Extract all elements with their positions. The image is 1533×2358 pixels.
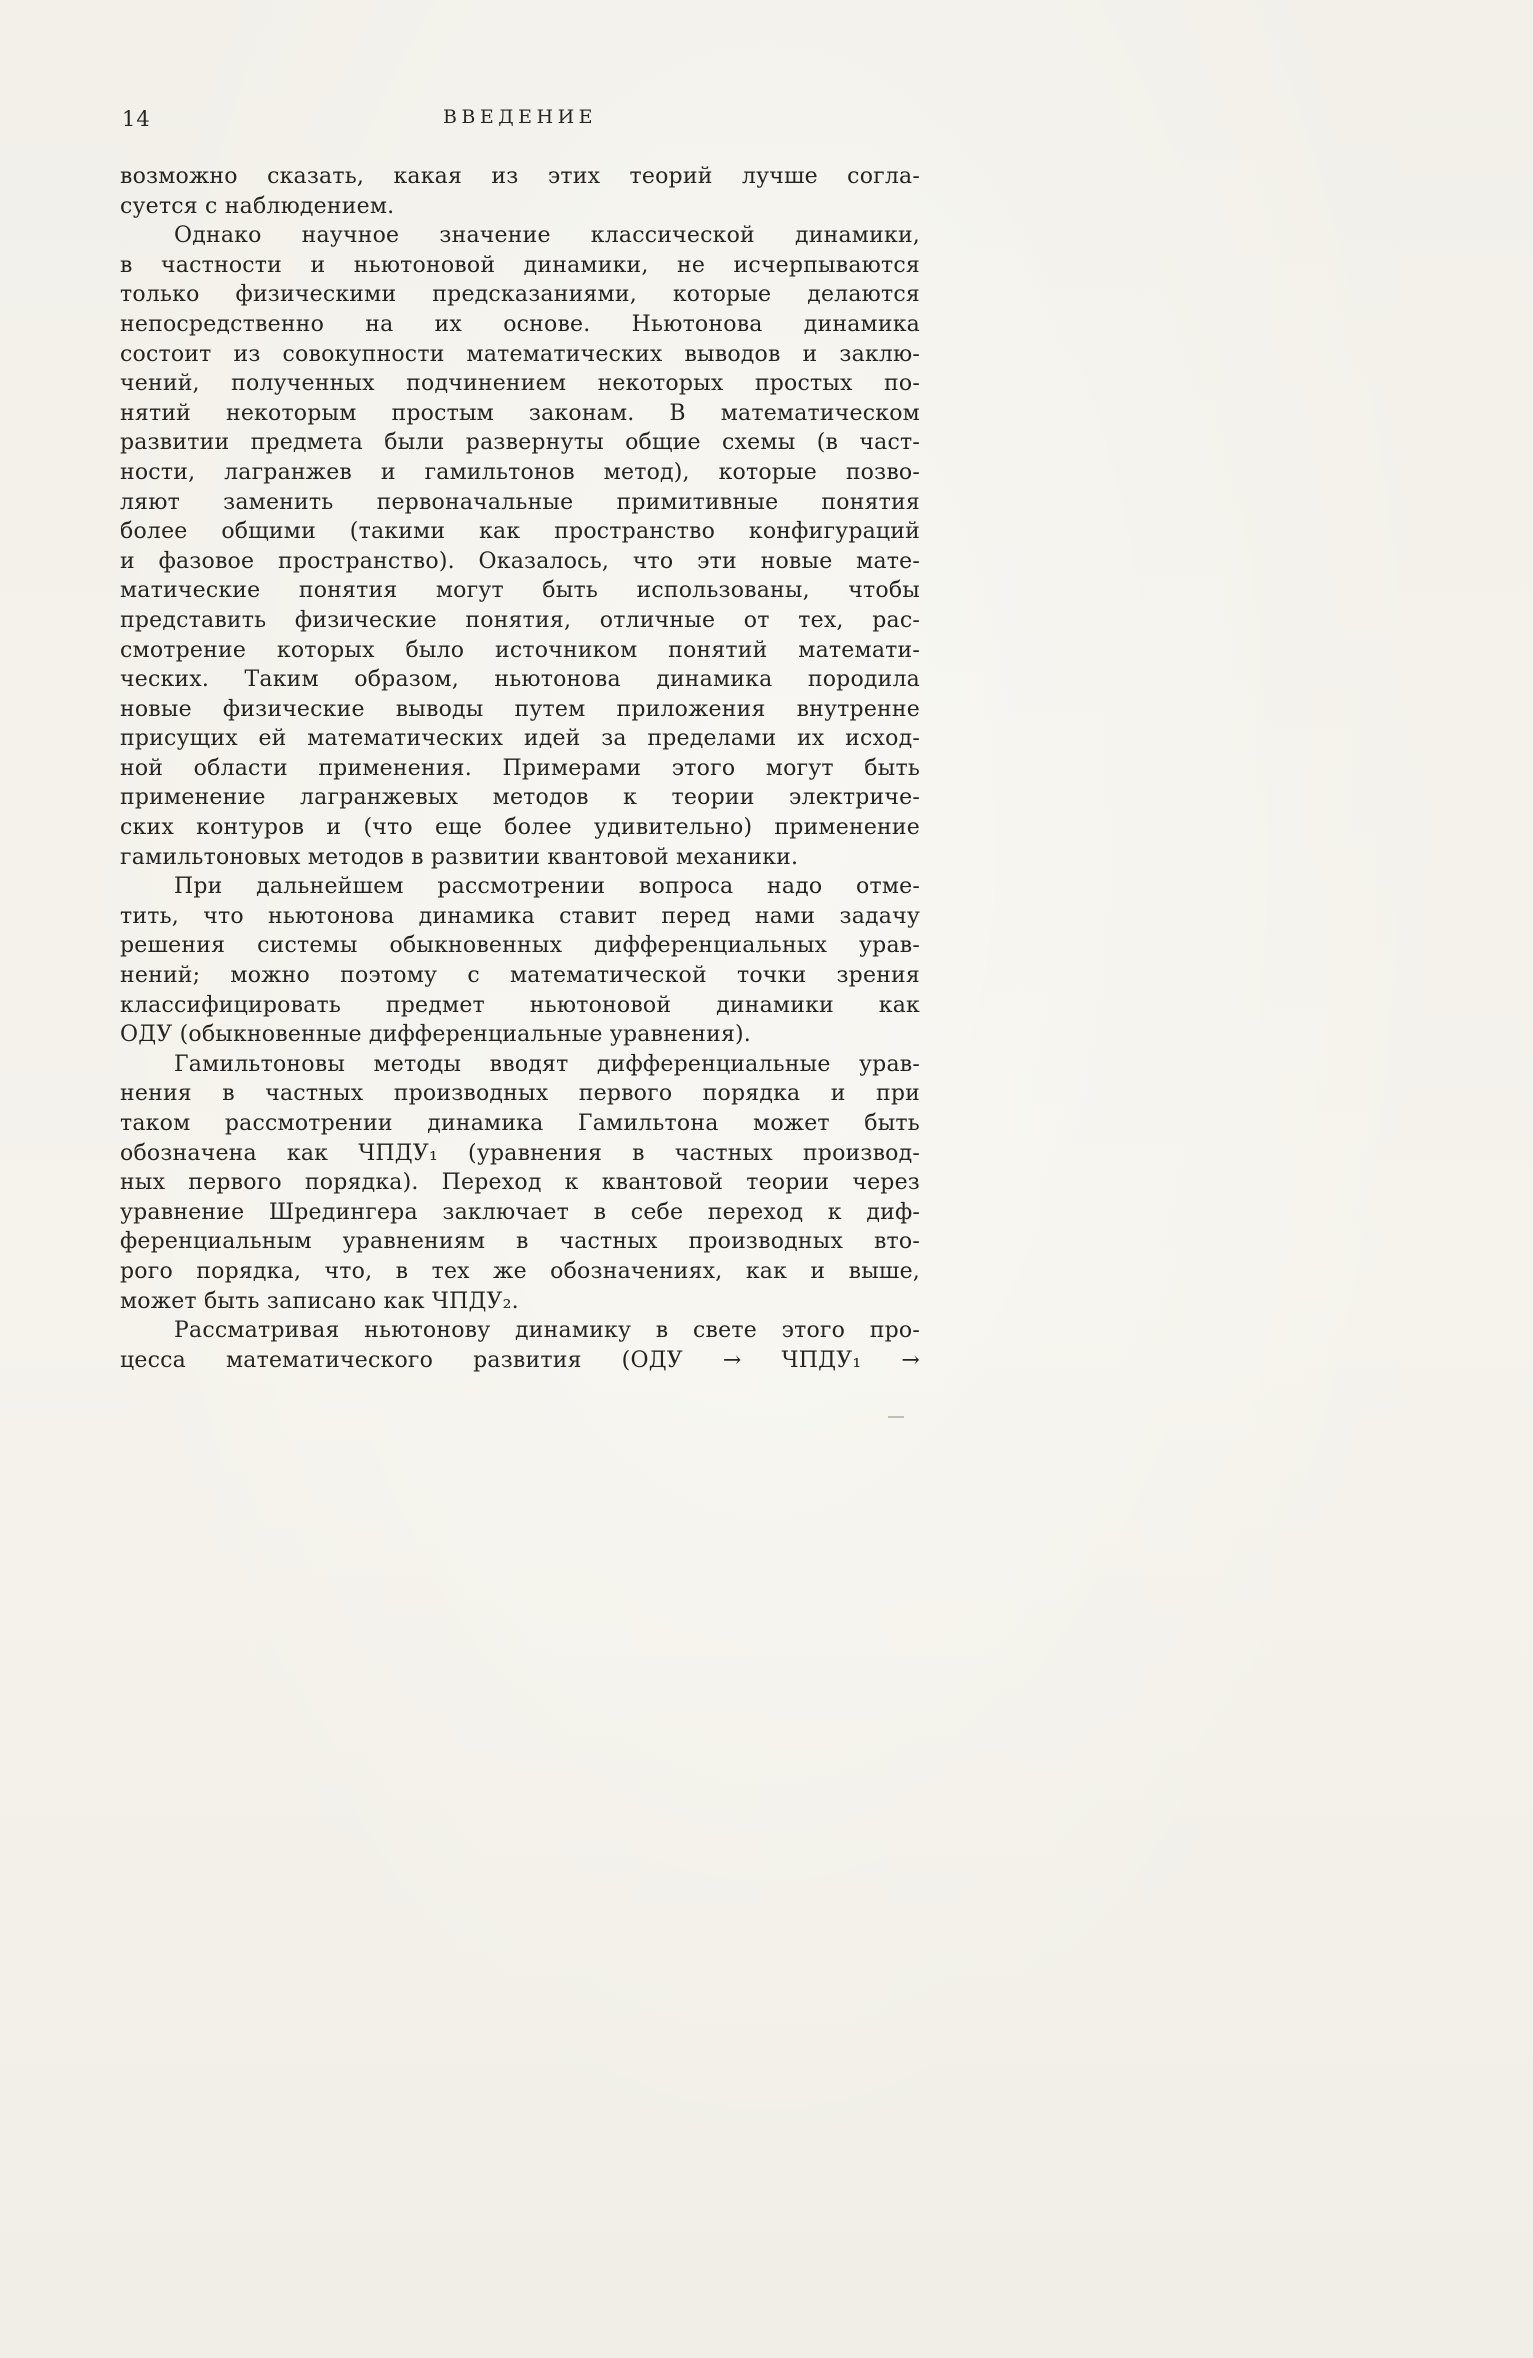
text-line: в частности и ньютоновой динамики, не исчерпываются <box>120 252 920 278</box>
text-line: Гамильтоновы методы вводят дифференциальные урав- <box>174 1051 920 1077</box>
text-line: ференциальным уравнениям в частных производных вто- <box>120 1229 920 1255</box>
text-line: обозначена как ЧПДУ₁ (уравнения в частных производ- <box>120 1140 920 1166</box>
text-line: ной области применения. Примерами этого могут быть <box>120 755 920 781</box>
text-line: гамильтоновых методов в развитии квантовой механики. <box>120 844 799 870</box>
paragraph <box>120 221 920 872</box>
text-line: суется с наблюдением. <box>120 193 395 219</box>
text-line: ческих. Таким образом, ньютонова динамика породила <box>120 667 920 693</box>
text-line: новые физические выводы путем приложения внутренне <box>120 696 920 722</box>
text-line: Однако научное значение классической динамики, <box>174 223 920 249</box>
paragraph <box>120 872 920 1050</box>
text-line: применение лагранжевых методов к теории электриче- <box>120 785 920 811</box>
scan-artifact-mark <box>888 1416 904 1418</box>
text-line: решения системы обыкновенных дифференциальных урав- <box>120 933 920 959</box>
text-line: нения в частных производных первого порядка и при <box>120 1081 920 1107</box>
text-line: только физическими предсказаниями, которые делаются <box>120 282 920 308</box>
paragraph <box>120 1316 920 1375</box>
text-line: ОДУ (обыкновенные дифференциальные уравнения). <box>120 1022 752 1048</box>
text-line: непосредственно на их основе. Ньютонова динамика <box>120 311 920 337</box>
paragraph <box>120 162 920 221</box>
text-line: может быть записано как ЧПДУ₂. <box>120 1288 519 1314</box>
text-line: ности, лагранжев и гамильтонов метод), которые позво- <box>120 459 920 485</box>
text-line: ных первого порядка). Переход к квантовой теории через <box>120 1170 920 1196</box>
paragraph <box>120 1050 920 1316</box>
text-column <box>120 106 920 1375</box>
text-line: рого порядка, что, в тех же обозначениях, как и выше, <box>120 1258 920 1284</box>
running-header: ВВЕДЕНИЕ <box>442 106 598 128</box>
text-line: При дальнейшем рассмотрении вопроса надо отме- <box>174 874 920 900</box>
text-line: смотрение которых было источником понятий математи- <box>120 637 920 663</box>
text-line: более общими (такими как пространство конфигураций <box>120 519 920 545</box>
text-line: ляют заменить первоначальные примитивные понятия <box>120 489 920 515</box>
text-line: представить физические понятия, отличные от тех, рас- <box>120 607 920 633</box>
text-line: состоит из совокупности математических выводов и заклю- <box>120 341 920 367</box>
text-line: развитии предмета были развернуты общие схемы (в част- <box>120 430 920 456</box>
text-line: матические понятия могут быть использованы, чтобы <box>120 578 920 604</box>
text-line: уравнение Шредингера заключает в себе переход к диф- <box>120 1199 920 1225</box>
text-line: цесса математического развития (ОДУ → ЧПДУ₁ → <box>120 1347 920 1373</box>
text-line: нений; можно поэтому с математической точки зрения <box>120 963 920 989</box>
text-line: чений, полученных подчинением некоторых простых по- <box>120 371 920 397</box>
text-line: Рассматривая ньютонову динамику в свете этого про- <box>174 1318 920 1344</box>
text-line: таком рассмотрении динамика Гамильтона может быть <box>120 1111 920 1136</box>
text-line: и фазовое пространство). Оказалось, что эти новые мате- <box>120 548 920 574</box>
text-line: тить, что ньютонова динамика ставит перед нами задачу <box>120 903 920 929</box>
text-line: ских контуров и (что еще более удивительно) применение <box>120 815 920 841</box>
page-number: 14 <box>122 107 151 131</box>
text-line: нятий некоторым простым законам. В математическом <box>120 400 920 426</box>
text-block <box>120 162 920 1375</box>
text-line: классифицировать предмет ньютоновой динамики как <box>120 992 920 1018</box>
text-line: присущих ей математических идей за пределами их исход- <box>120 726 920 752</box>
text-line: возможно сказать, какая из этих теорий лучше согла- <box>120 164 920 189</box>
running-head-row <box>120 106 920 136</box>
